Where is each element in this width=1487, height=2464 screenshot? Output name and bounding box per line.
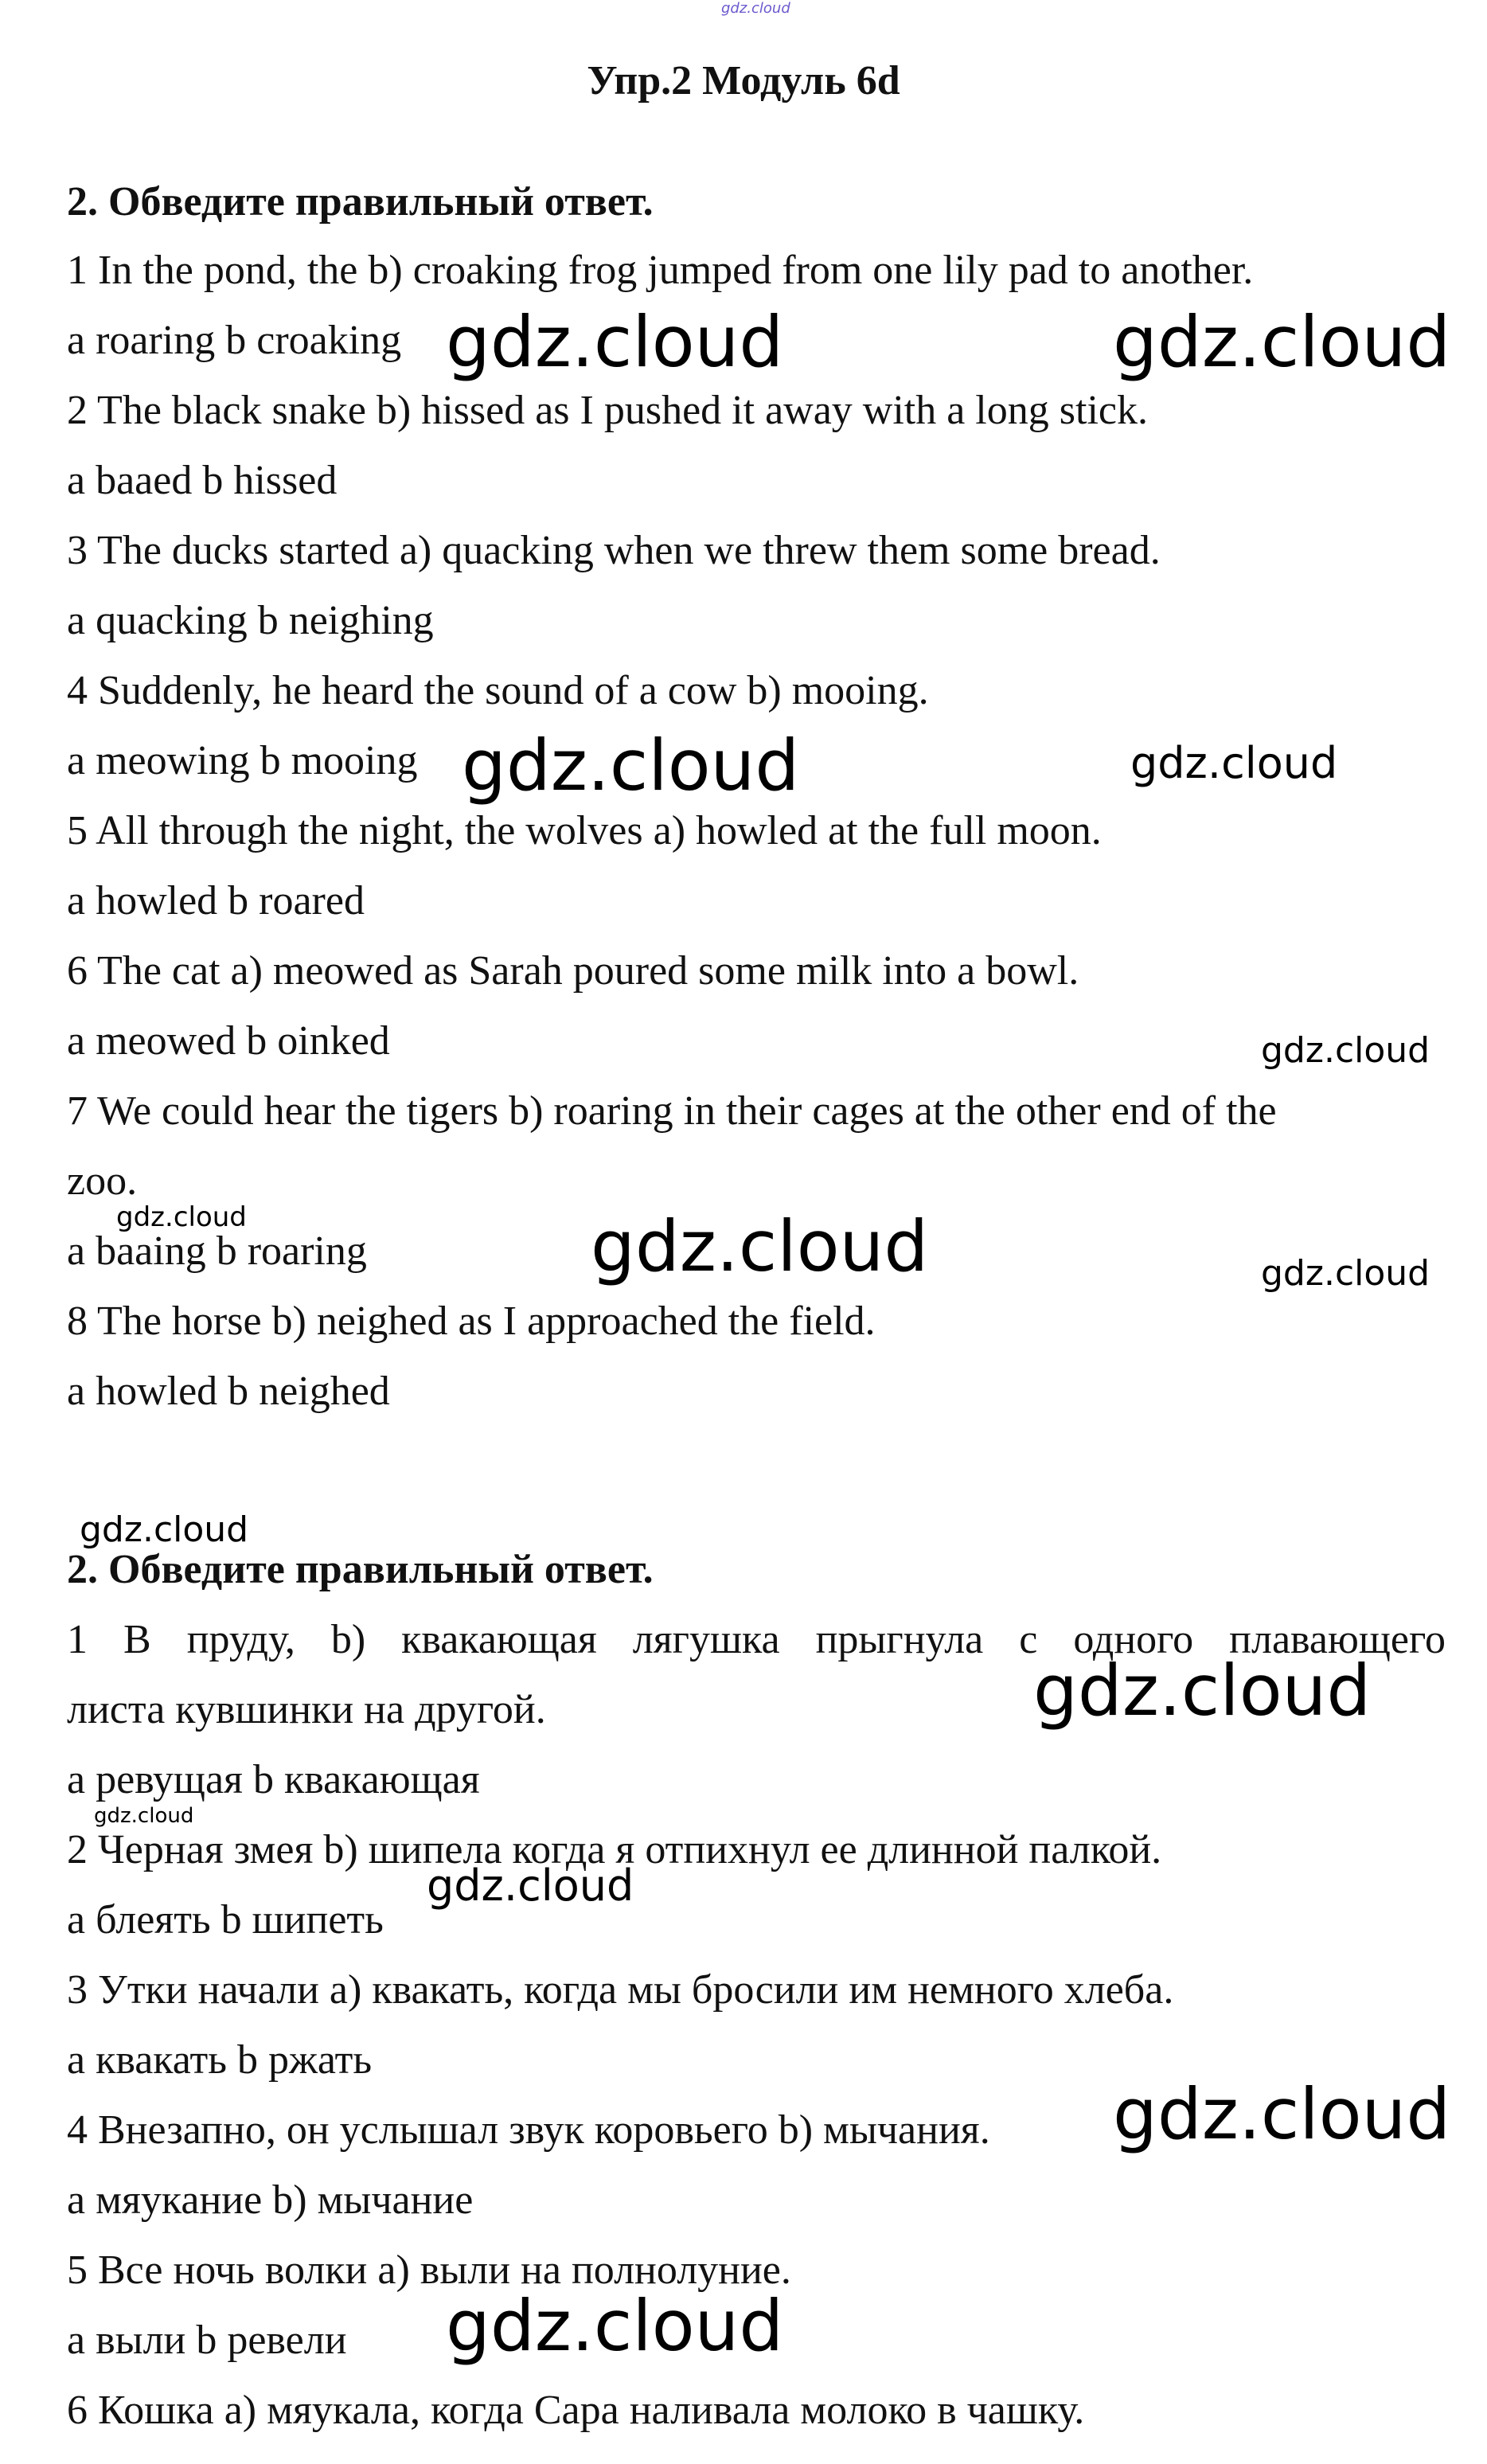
en-item-2-sentence: 2 The black snake b) hissed as I pushed it away with a long stick. [67,388,1148,433]
ru-item-2-sentence: 2 Черная змея b) шипела когда я отпихнул ее длинной палкой. [67,1827,1162,1872]
en-item-8-options: a howled b neighed [67,1369,390,1414]
russian-heading: 2. Обведите правильный ответ. [67,1547,654,1592]
watermark: gdz.cloud [1261,1030,1430,1071]
ru-item-5-sentence: 5 Все ночь волки a) выли на полнолуние. [67,2247,791,2293]
watermark: gdz.cloud [1113,2073,1451,2155]
en-item-7-sentence-cont: zoo. [67,1158,138,1204]
watermark: gdz.cloud [446,301,784,383]
en-item-3-options: a quacking b neighing [67,598,434,643]
watermark: gdz.cloud [1113,301,1451,383]
en-item-7-sentence: 7 We could hear the tigers b) roaring in their cages at the other end of the [67,1088,1277,1134]
watermark: gdz.cloud [116,1201,247,1233]
watermark: gdz.cloud [80,1509,249,1550]
ru-item-1-sentence: 1 В пруду, b) квакающая лягушка прыгнула с одного плавающего [67,1617,1446,1662]
en-item-4-sentence: 4 Suddenly, he heard the sound of a cow b) mooing. [67,668,929,713]
en-item-3-sentence: 3 The ducks started a) quacking when we threw them some bread. [67,528,1161,573]
watermark: gdz.cloud [446,2285,784,2367]
en-item-7-options: a baaing b roaring [67,1228,367,1274]
watermark: gdz.cloud [427,1861,634,1911]
en-item-1-options: a roaring b croaking [67,318,402,363]
watermark: gdz.cloud [94,1804,194,1828]
en-item-1-sentence: 1 In the pond, the b) croaking frog jumped from one lily pad to another. [67,248,1254,293]
ru-item-6-sentence: 6 Кошка a) мяукала, когда Сара наливала молоко в чашку. [67,2388,1085,2433]
ru-item-1-options: a ревущая b квакающая [67,1757,480,1802]
watermark: gdz.cloud [1261,1253,1430,1294]
ru-item-1-sentence-cont: листа кувшинки на другой. [67,1687,546,1732]
watermark: gdz.cloud [1033,1650,1372,1732]
ru-item-2-options: a блеять b шипеть [67,1897,384,1943]
en-item-2-options: a baaed b hissed [67,458,338,503]
ru-item-4-options: a мяукание b) мычание [67,2177,474,2223]
ru-item-3-sentence: 3 Утки начали a) квакать, когда мы бросили им немного хлеба. [67,1967,1174,2013]
en-item-8-sentence: 8 The horse b) neighed as I approached the field. [67,1298,876,1344]
page-title: Упр.2 Модуль 6d [587,58,900,103]
en-item-6-options: a meowed b oinked [67,1018,390,1064]
en-item-4-options: a meowing b mooing [67,738,418,783]
watermark: gdz.cloud [591,1205,929,1287]
english-heading: 2. Обведите правильный ответ. [67,179,654,225]
en-item-5-sentence: 5 All through the night, the wolves a) howled at the full moon. [67,808,1102,853]
ru-item-4-sentence: 4 Внезапно, он услышал звук коровьего b) мычания. [67,2107,990,2153]
ru-item-3-options: a квакать b ржать [67,2037,373,2083]
en-item-5-options: a howled b roared [67,878,365,924]
en-item-6-sentence: 6 The cat a) meowed as Sarah poured some milk into a bowl. [67,948,1079,994]
top-watermark: gdz.cloud [721,0,790,17]
watermark: gdz.cloud [1130,738,1338,788]
ru-item-5-options: a выли b ревели [67,2318,347,2363]
watermark: gdz.cloud [462,724,800,806]
